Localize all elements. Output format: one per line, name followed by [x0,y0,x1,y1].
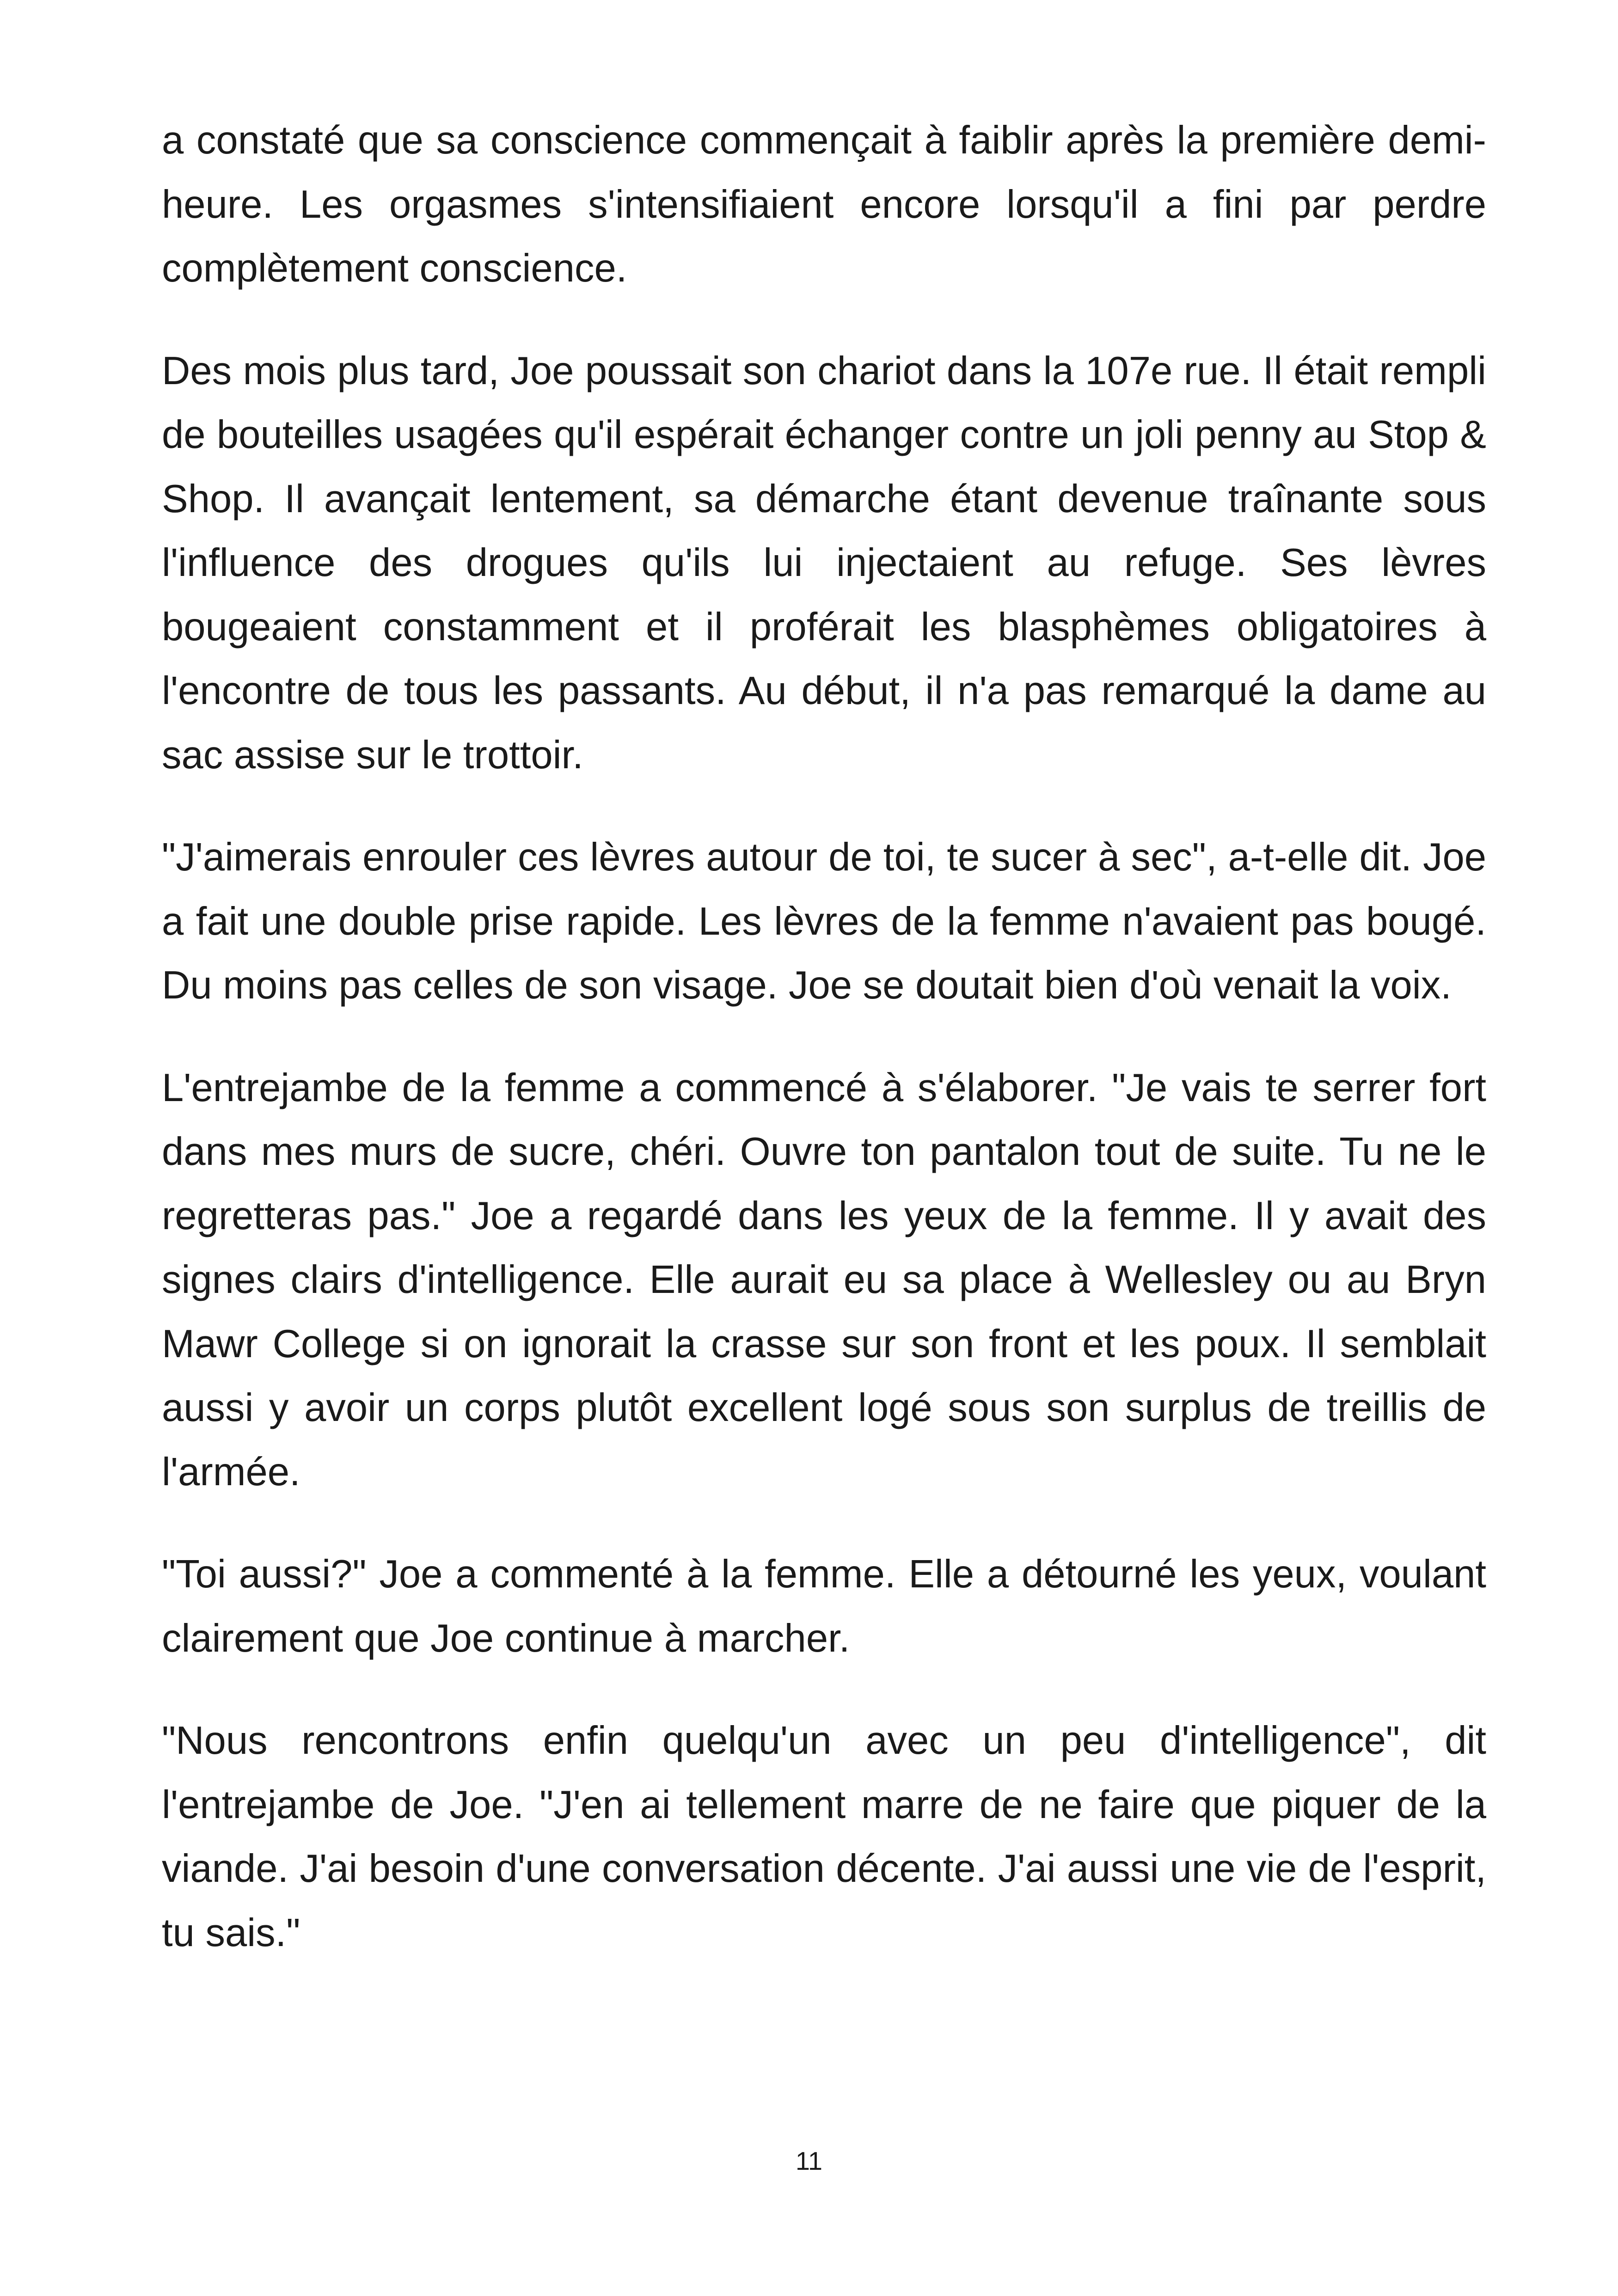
paragraph-1: a constaté que sa conscience commençait à faiblir après la première demi-heure. Les orgasmes s'intensifiaient encore lorsqu'il a fini par perdre complètement conscience. [162,118,1486,290]
body-text [162,109,1486,2003]
paragraph-5: "Toi aussi?" Joe a commenté à la femme. Elle a détourné les yeux, voulant clairement que Joe continue à marcher. [162,1552,1486,1660]
paragraph-6: "Nous rencontrons enfin quelqu'un avec un peu d'intelligence", dit l'entrejambe de Joe. "J'en ai tellement marre de ne faire que piquer de la viande. J'ai besoin d'une conversation décente. J'ai aussi une vie de l'esprit, tu sais." [162,1719,1486,1955]
paragraph-2: Des mois plus tard, Joe poussait son chariot dans la 107e rue. Il était rempli de bouteilles usagées qu'il espérait échanger contre un joli penny au Stop & Shop. Il avançait lentement, sa démarche étant devenue traînante sous l'influence des drogues qu'ils lui injectaient au refuge. Ses lèvres bougeaient constamment et il proférait les blasphèmes obligatoires à l'encontre de tous les passants. Au début, il n'a pas remarqué la dame au sac assise sur le trottoir. [162,349,1486,777]
paragraph-3: "J'aimerais enrouler ces lèvres autour de toi, te sucer à sec", a-t-elle dit. Joe a fait une double prise rapide. Les lèvres de la femme n'avaient pas bougé. Du moins pas celles de son visage. Joe se doutait bien d'où venait la voix. [162,835,1486,1007]
paragraph-4: L'entrejambe de la femme a commencé à s'élaborer. "Je vais te serrer fort dans mes murs de sucre, chéri. Ouvre ton pantalon tout de suite. Tu ne le regretteras pas." Joe a regardé dans les yeux de la femme. Il y avait des signes clairs d'intelligence. Elle aurait eu sa place à Wellesley ou au Bryn Mawr College si on ignorait la crasse sur son front et les poux. Il semblait aussi y avoir un corps plutôt excellent logé sous son surplus de treillis de l'armée. [162,1065,1486,1494]
page-number: 11 [795,2146,823,2175]
